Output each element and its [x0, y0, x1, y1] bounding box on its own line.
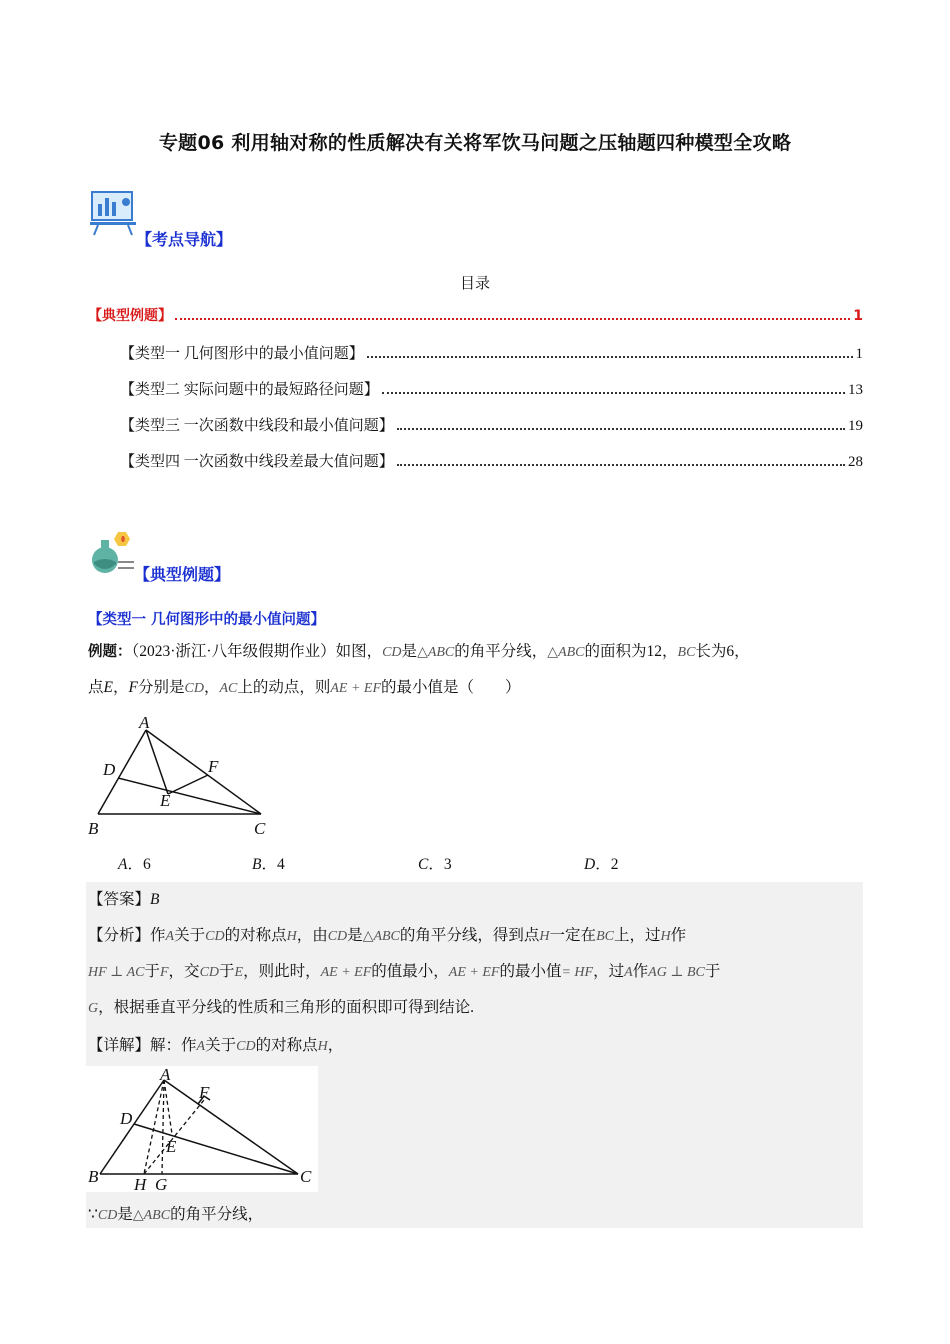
analysis-line-3: G，根据垂直平分线的性质和三角形的面积即可得到结论. — [88, 999, 475, 1016]
choice-b[interactable]: B．4 — [252, 856, 285, 873]
toc-entry-main[interactable] — [88, 305, 863, 325]
label-h: H — [134, 1175, 147, 1192]
toc-entry-label: 【类型四 一次函数中线段差最大值问题】 — [120, 454, 394, 470]
label-e: E — [166, 1137, 177, 1156]
toc-entry-page: 1 — [853, 308, 863, 324]
toc-entry-label: 【类型一 几何图形中的最小值问题】 — [120, 346, 364, 362]
label-b: B — [88, 1167, 99, 1186]
presentation-board-icon — [88, 188, 138, 236]
question-line-1: 例题：（2023·浙江·八年级假期作业）如图，CD是△ABC的角平分线，△ABC的面积为12，BC长为6， — [88, 643, 750, 660]
examples-heading: 【典型例题】 — [134, 565, 231, 584]
choice-a[interactable]: A．6 — [118, 856, 151, 873]
toc-leader-dots — [367, 355, 853, 358]
segment-ae — [146, 730, 168, 794]
triangle-figure-2 — [86, 1066, 318, 1192]
toc-leader-dots — [175, 317, 850, 320]
answer-line: 【答案】B — [88, 891, 160, 908]
choice-c[interactable]: C．3 — [418, 856, 452, 873]
question-line-2: 点E，F分别是CD，AC上的动点，则AE + EF的最小值是（ ） — [88, 679, 521, 696]
triangle-figure-1 — [86, 712, 286, 840]
label-b: B — [88, 819, 99, 838]
toc-entry-page: 28 — [848, 454, 863, 470]
analysis-line-1: 【分析】作A关于CD的对称点H，由CD是△ABC的角平分线，得到点H一定在BC上，过H作 — [88, 927, 687, 944]
toc-entry-type4[interactable] — [120, 450, 863, 471]
analysis-line-2: HF ⊥ AC于F，交CD于E，则此时，AE + EF的值最小，AE + EF的最小值= HF，过A作AG ⊥ BC于 — [88, 963, 721, 980]
toc-leader-dots — [397, 427, 845, 430]
label-e: E — [160, 791, 171, 810]
detail-line-1: 【详解】解：作A关于CD的对称点H， — [88, 1037, 344, 1054]
flask-icon — [88, 528, 136, 576]
label-d: D — [103, 760, 116, 779]
label-f: F — [199, 1083, 210, 1102]
toc-leader-dots — [382, 391, 845, 394]
nav-heading: 【考点导航】 — [136, 230, 233, 249]
segment-ef — [168, 775, 208, 794]
choice-d[interactable]: D．2 — [584, 856, 619, 873]
label-d: D — [120, 1109, 133, 1128]
toc-entry-page: 13 — [848, 382, 863, 398]
label-c: C — [254, 819, 266, 838]
label-a: A — [160, 1066, 171, 1084]
toc-entry-type1[interactable] — [120, 342, 863, 363]
label-a: A — [139, 713, 150, 732]
answer-choices — [0, 852, 950, 874]
toc-entry-type3[interactable] — [120, 414, 863, 435]
last-line: ∵CD是△ABC的角平分线， — [88, 1206, 264, 1223]
toc-entry-type2[interactable] — [120, 378, 863, 399]
toc-leader-dots — [397, 463, 845, 466]
label-f: F — [208, 757, 219, 776]
toc-entry-label: 【类型三 一次函数中线段和最小值问题】 — [120, 418, 394, 434]
label-g: G — [155, 1175, 168, 1192]
toc-title: 目录 — [459, 276, 490, 292]
toc-entry-page: 1 — [855, 346, 863, 362]
toc-entry-label: 【类型二 实际问题中的最短路径问题】 — [120, 382, 379, 398]
document-title: 专题06 利用轴对称的性质解决有关将军饮马问题之压轴题四种模型全攻略 — [158, 132, 792, 154]
label-c: C — [300, 1167, 312, 1186]
toc-entry-label: 【典型例题】 — [88, 308, 172, 324]
type-heading: 【类型一 几何图形中的最小值问题】 — [88, 612, 326, 628]
toc-entry-page: 19 — [848, 418, 863, 434]
